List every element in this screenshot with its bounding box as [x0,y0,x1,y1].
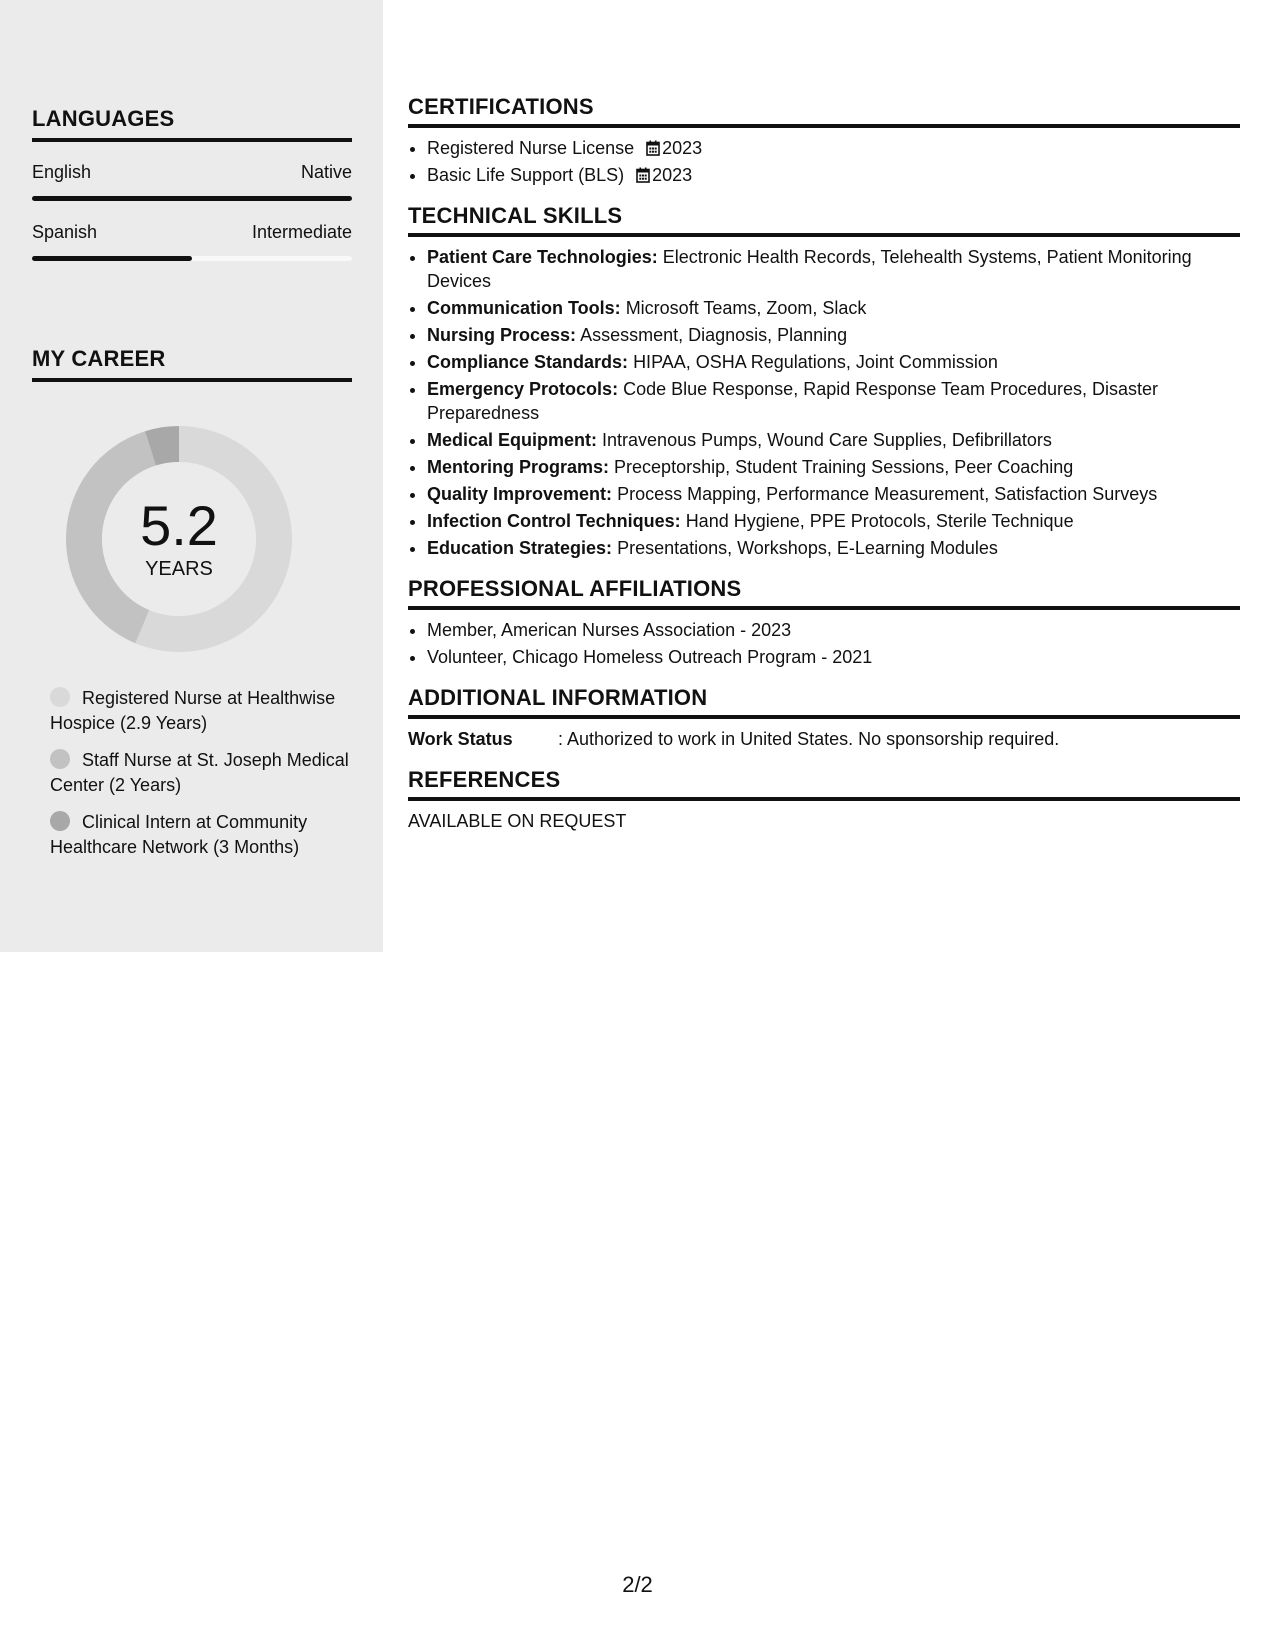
skill-item [427,428,1240,452]
skill-category: Nursing Process: [427,325,577,345]
career-section [32,346,352,382]
skill-values: Hand Hygiene, PPE Protocols, Sterile Technique [685,511,1074,531]
skill-item [427,377,1240,425]
skill-values: Intravenous Pumps, Wound Care Supplies, Defibrillators [602,430,1052,450]
skill-category: Patient Care Technologies: [427,247,658,267]
language-level: Native [300,162,352,182]
language-row [32,222,352,262]
certifications-section [408,94,1240,187]
certification-item [427,136,1240,160]
language-proficiency-bar [32,196,352,201]
skill-values: Presentations, Workshops, E-Learning Modules [617,538,998,558]
work-status-label: Work Status [408,729,513,749]
affiliations-list [408,618,1240,669]
career-donut-chart [66,426,292,652]
languages-list [32,162,352,262]
additional-info-heading: ADDITIONAL INFORMATION [408,685,1240,719]
language-proficiency-fill [32,196,352,201]
skill-values: Assessment, Diagnosis, Planning [580,325,848,345]
skill-category: Compliance Standards: [427,352,629,372]
skill-values: Process Mapping, Performance Measurement, Satisfaction Surveys [617,484,1158,504]
certification-year: 2023 [652,165,693,185]
language-level: Intermediate [251,222,352,242]
career-legend-label: Staff Nurse at St. Joseph Medical Center (2 Years) [50,750,349,795]
skill-category: Quality Improvement: [427,484,613,504]
career-total-unit: YEARS [145,557,213,580]
legend-dot-icon [50,687,70,707]
page-number: 2/2 [622,1572,653,1597]
skill-values: Electronic Health Records, Telehealth Systems, Patient Monitoring Devices [427,247,1192,291]
skill-item [427,323,1240,347]
skill-category: Communication Tools: [427,298,621,318]
career-total-value: 5.2 [140,493,218,557]
skill-item [427,509,1240,533]
affiliation-item: • Volunteer, Chicago Homeless Outreach Program - 2021 [427,645,1240,669]
skill-values: Preceptorship, Student Training Sessions, Peer Coaching [614,457,1074,477]
legend-dot-icon [50,811,70,831]
skill-item [427,296,1240,320]
technical-skills-list [408,245,1240,560]
career-legend-item [50,810,350,860]
affiliation-item: • Member, American Nurses Association - 2023 [427,618,1240,642]
affiliations-heading: PROFESSIONAL AFFILIATIONS [408,576,1240,610]
certification-name: Registered Nurse License [427,138,635,158]
languages-heading: LANGUAGES [32,106,352,142]
technical-skills-heading: TECHNICAL SKILLS [408,203,1240,237]
additional-info-section [408,685,1240,751]
career-heading: MY CAREER [32,346,352,382]
skill-category: Emergency Protocols: [427,379,619,399]
certifications-heading: CERTIFICATIONS [408,94,1240,128]
work-status-row [408,727,1240,751]
skill-item [427,536,1240,560]
career-legend-item [50,748,350,798]
language-proficiency-fill [32,256,192,261]
technical-skills-section [408,203,1240,560]
skill-category: Mentoring Programs: [427,457,610,477]
sidebar [0,0,383,952]
legend-dot-icon [50,749,70,769]
references-text: AVAILABLE ON REQUEST [408,811,627,831]
skill-values: HIPAA, OSHA Regulations, Joint Commission [633,352,998,372]
references-heading: REFERENCES [408,767,1240,801]
languages-section [32,106,352,262]
language-row [32,162,352,202]
career-legend-label: Registered Nurse at Healthwise Hospice (2.9 Years) [50,688,336,733]
skill-values: Microsoft Teams, Zoom, Slack [625,298,867,318]
language-proficiency-bar [32,256,352,261]
main-content [408,94,1240,832]
skill-values: Code Blue Response, Rapid Response Team Procedures, Disaster Preparedness [427,379,1159,423]
language-name: Spanish [32,222,98,242]
affiliations-section [408,576,1240,669]
references-section [408,767,1240,832]
work-status-value: : Authorized to work in United States. No sponsorship required. [558,729,1060,749]
skill-category: Infection Control Techniques: [427,511,681,531]
calendar-icon [646,138,660,154]
language-name: English [32,162,92,182]
certification-name: Basic Life Support (BLS) [427,165,625,185]
career-legend-item [50,686,350,736]
skill-item [427,245,1240,293]
certification-item [427,163,1240,187]
skill-category: Education Strategies: [427,538,613,558]
skill-category: Medical Equipment: [427,430,598,450]
skill-item [427,455,1240,479]
skill-item [427,350,1240,374]
donut-center [66,426,292,652]
certification-year: 2023 [662,138,703,158]
career-legend [50,686,350,872]
calendar-icon [636,165,650,181]
skill-item [427,482,1240,506]
career-legend-label: Clinical Intern at Community Healthcare Network (3 Months) [50,812,308,857]
certifications-list [408,136,1240,187]
